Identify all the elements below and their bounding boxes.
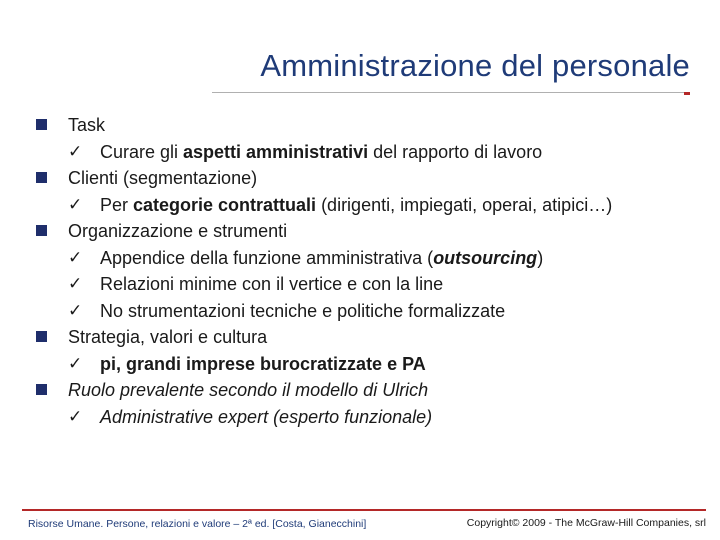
bullet-item-task xyxy=(36,112,706,165)
checkmark-icon: ✓ xyxy=(68,141,83,161)
sub-item xyxy=(68,298,706,325)
sub-text: Curare gli xyxy=(100,141,184,162)
bullet-label: Strategia, valori e cultura xyxy=(68,327,268,347)
square-bullet-icon xyxy=(36,225,47,236)
bullet-item-strategia xyxy=(36,324,706,377)
sub-text: No strumentazioni tecniche e politiche formalizzate xyxy=(100,300,506,321)
checkmark-icon: ✓ xyxy=(68,247,83,267)
sub-item xyxy=(68,351,706,378)
square-bullet-icon xyxy=(36,172,47,183)
sub-text-bold: aspetti amministrativi xyxy=(183,141,369,162)
sub-text: Per xyxy=(100,194,134,215)
square-bullet-icon xyxy=(36,384,47,395)
sub-text-bold: pi, grandi imprese burocratizzate e PA xyxy=(100,353,426,374)
square-bullet-icon xyxy=(36,119,47,130)
bullet-item-ruolo xyxy=(36,377,706,430)
sub-item xyxy=(68,404,706,431)
sub-text: Appendice della funzione amministrativa ( xyxy=(100,247,434,268)
sub-item xyxy=(68,245,706,272)
footer-citation: Risorse Umane. Persone, relazioni e valore – 2ª ed. [Costa, Gianecchini] xyxy=(28,518,367,530)
bullet-list xyxy=(36,112,706,430)
checkmark-icon: ✓ xyxy=(68,300,83,320)
footer-divider xyxy=(22,509,706,511)
checkmark-icon: ✓ xyxy=(68,274,83,293)
square-bullet-icon xyxy=(36,331,47,342)
bullet-label: Organizzazione e strumenti xyxy=(68,221,288,241)
footer-copyright: Copyright© 2009 - The McGraw-Hill Companies, srl xyxy=(466,517,706,529)
checkmark-icon: ✓ xyxy=(68,406,83,426)
sub-item xyxy=(68,192,706,219)
bullet-label: Ruolo prevalente secondo il modello di Ulrich xyxy=(68,380,429,400)
bullet-label: Task xyxy=(68,115,106,135)
checkmark-icon: ✓ xyxy=(68,353,83,373)
checkmark-icon: ✓ xyxy=(68,194,83,214)
bullet-label: Clienti (segmentazione) xyxy=(68,168,258,188)
sub-text: (dirigenti, impiegati, operai, atipici…) xyxy=(316,194,613,215)
sub-text: ) xyxy=(537,247,544,268)
sub-text: del rapporto di lavoro xyxy=(368,141,543,162)
sub-item xyxy=(68,271,706,298)
title-underline xyxy=(212,92,690,93)
sub-text-bold-italic: outsourcing xyxy=(433,247,538,268)
sub-item xyxy=(68,139,706,166)
bullet-item-clienti xyxy=(36,165,706,218)
bullet-item-organizzazione xyxy=(36,218,706,324)
sub-text: Administrative expert (esperto funzionale) xyxy=(100,406,433,427)
sub-text-bold: categorie contrattuali xyxy=(133,194,317,215)
sub-text: Relazioni minime con il vertice e con la line xyxy=(100,274,444,294)
slide-title: Amministrazione del personale xyxy=(260,48,690,83)
